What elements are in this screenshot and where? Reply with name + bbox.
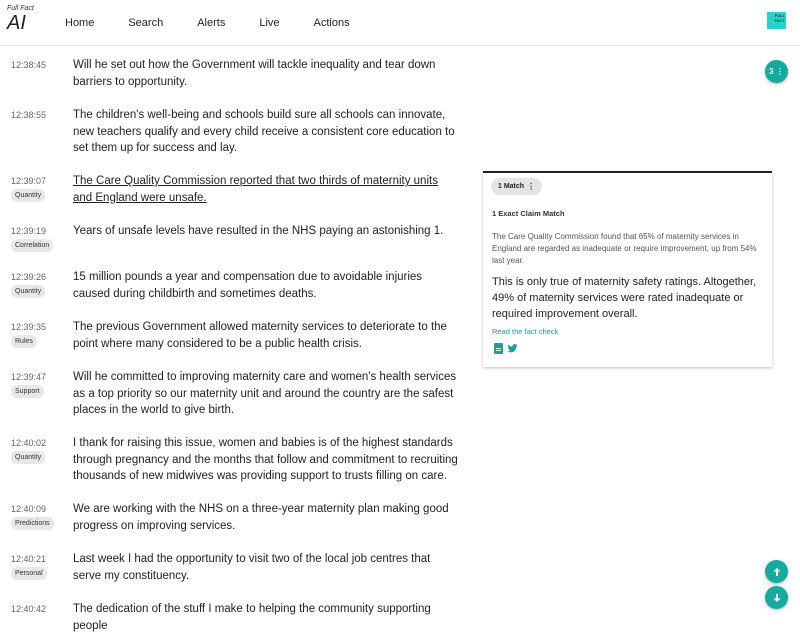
read-fact-check-link[interactable]: Read the fact check — [492, 327, 559, 336]
claim-type-tag[interactable]: Personal — [11, 567, 47, 580]
full-fact-ai-logo[interactable] — [7, 5, 47, 41]
matched-claim-text[interactable]: The Care Quality Commission reported that two thirds of maternity units and England were unsafe. — [73, 175, 438, 204]
timestamp: 12:39:07 — [11, 176, 47, 186]
top-bar — [0, 0, 800, 46]
transcript-text: 15 million pounds a year and compensation due to avoidable injuries caused during childbirth and sometimes deaths. — [73, 271, 423, 300]
transcript-list[interactable] — [0, 46, 470, 632]
timestamp: 12:38:55 — [11, 110, 47, 120]
brand-line-2: FACT — [774, 18, 785, 23]
nav-search[interactable]: Search — [128, 17, 164, 29]
fact-check-verdict: This is only true of maternity safety ratings. Altogether, 49% of maternity services were rated inadequate or required improvement overall. — [492, 276, 757, 320]
timestamp: 12:40:02 — [11, 438, 47, 448]
timestamp: 12:40:21 — [11, 554, 47, 564]
transcript-text: We are working with the NHS on a three-year maternity plan making good progress on improving services. — [73, 503, 449, 532]
scroll-down-button[interactable] — [765, 586, 788, 609]
claim-type-tag[interactable]: Rules — [11, 335, 37, 348]
share-icons — [494, 343, 518, 354]
claim-type-tag[interactable]: Support — [11, 385, 44, 398]
brand-line-1: FULL — [774, 13, 785, 18]
transcript-text: The previous Government allowed maternity services to deteriorate to the point where many considered to be a public health crisis. — [73, 321, 447, 350]
transcript-text: I thank for raising this issue, women and babies is of the highest standards through pregnancy and the months that follow and commitment to recruiting thousands of new midwives was providing support to trusts filling on care. — [73, 437, 458, 482]
arrow-up-icon — [771, 566, 783, 578]
timestamp: 12:39:47 — [11, 372, 47, 382]
nav-alerts[interactable]: Alerts — [197, 17, 226, 29]
claim-match-title: 1 Exact Claim Match — [492, 209, 565, 218]
matched-claim-summary: The Care Quality Commission found that 65% of maternity services in England are regarded as inadequate or require improvement, up from 54% last year. — [492, 232, 757, 265]
match-count-button[interactable]: 3 ⋮ — [765, 60, 788, 83]
timestamp: 12:38:45 — [11, 60, 47, 70]
transcript-text: Will he set out how the Government will tackle inequality and tear down barriers to opportunity. — [73, 59, 436, 88]
timestamp: 12:40:42 — [11, 604, 47, 614]
transcript-text: Years of unsafe levels have resulted in the NHS paying an astonishing 1. — [73, 225, 444, 237]
timestamp: 12:39:19 — [11, 226, 47, 236]
scroll-up-button[interactable] — [765, 560, 788, 583]
twitter-icon[interactable] — [507, 343, 518, 354]
claim-type-tag[interactable]: Quantity — [11, 451, 45, 464]
transcript-text: The children's well-being and schools build sure all schools can innovate, new teachers qualify and every child receive a consistent core education to set them up for success and lay. — [73, 109, 455, 154]
nav-actions[interactable]: Actions — [313, 17, 350, 29]
nav-live[interactable]: Live — [259, 17, 280, 29]
timestamp: 12:39:26 — [11, 272, 47, 282]
claim-type-tag[interactable]: Quantity — [11, 189, 45, 202]
claim-type-tag[interactable]: Correlation — [11, 239, 53, 252]
match-count-chip[interactable] — [491, 178, 542, 195]
transcript-text: Will he committed to improving maternity care and women's health services as a top priority so our maternity unit and around the country are the safest places in the world to give birth. — [73, 371, 457, 416]
more-vert-icon: ⋮ — [527, 182, 536, 191]
full-fact-brand-logo[interactable] — [767, 12, 786, 29]
claim-match-card — [483, 171, 772, 367]
timestamp: 12:40:09 — [11, 504, 47, 514]
nav-home[interactable]: Home — [65, 17, 95, 29]
transcript-text: Last week I had the opportunity to visit two of the local job centres that serve my constituency. — [73, 553, 431, 582]
arrow-down-icon — [771, 592, 783, 604]
claim-type-tag[interactable]: Predictions — [11, 517, 54, 530]
match-count-label: 1 Match — [498, 183, 525, 190]
transcript-text: The dedication of the stuff I make to helping the community supporting people — [73, 603, 431, 632]
document-icon[interactable] — [494, 343, 503, 354]
claim-type-tag[interactable]: Quantity — [11, 285, 45, 298]
timestamp: 12:39:35 — [11, 322, 47, 332]
logo-big-text: AI — [7, 12, 26, 34]
logo-small-text: Full Fact — [7, 5, 34, 12]
main-nav — [65, 0, 384, 46]
